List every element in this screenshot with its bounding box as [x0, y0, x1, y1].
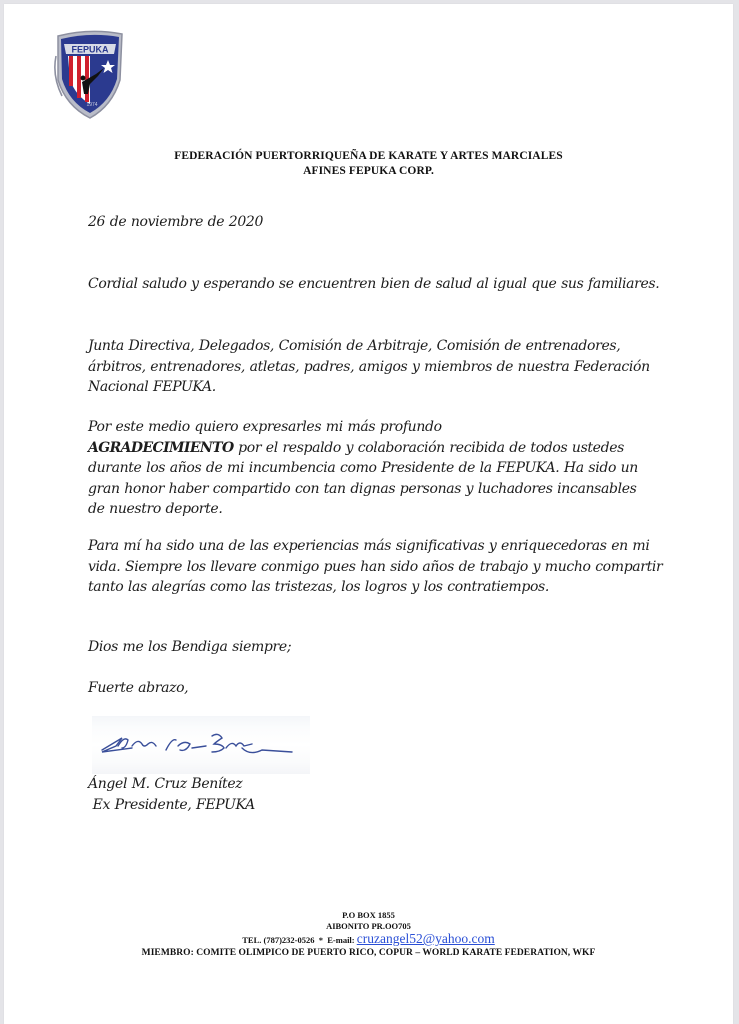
letterhead-title: [4, 149, 733, 179]
gratitude-emphasis: AGRADECIMIENTO: [88, 439, 234, 456]
greeting-paragraph: Cordial saludo y esperando se encuentren bien de salud al igual que sus familiares.: [88, 276, 660, 292]
signer-name: Ángel M. Cruz Benítez: [88, 776, 243, 792]
footer-city: AIBONITO PR.OO705: [326, 921, 411, 931]
blessing-line: Dios me los Bendiga siempre;: [88, 639, 292, 655]
footer-contact: [4, 932, 733, 947]
footer-membership: MIEMBRO: COMITE OLIMPICO DE PUERTO RICO, COPUR – WORLD KARATE FEDERATION, WKF: [141, 948, 596, 958]
organization-name-line1: FEDERACIÓN PUERTORRIQUEÑA DE KARATE Y ARTES MARCIALES: [174, 150, 563, 162]
experience-paragraph: Para mí ha sido una de las experiencias más significativas y enriquecedoras en mi vida. Siempre los llevare conmigo pues han sido años de trabajo y mucho compartir tanto las alegrías como las tristezas, los logros y los contratiempos.: [88, 538, 663, 595]
addressees-paragraph: Junta Directiva, Delegados, Comisión de Arbitraje, Comisión de entrenadores, árbitros, entrenadores, atletas, padres, amigos y miembros de nuestra Federación Nacional FEPUKA.: [88, 338, 650, 395]
gratitude-paragraph: [88, 417, 653, 520]
logo-text: FEPUKA: [71, 44, 109, 55]
handwritten-signature: [92, 716, 310, 774]
fepuka-shield-logo: [52, 26, 128, 120]
letter-date: 26 de noviembre de 2020: [88, 214, 264, 230]
email-link[interactable]: cruzangel52@yahoo.com: [356, 931, 495, 946]
closing-line: Fuerte abrazo,: [88, 680, 189, 696]
gratitude-intro: Por este medio quiero expresarles mi más profundo: [88, 419, 442, 435]
organization-name-line2: AFINES FEPUKA CORP.: [303, 165, 434, 177]
footer-tel-label: TEL. (787)232-0526 * E-mail:: [242, 935, 357, 945]
letter-footer: [4, 910, 733, 960]
letter-page: [4, 4, 733, 1024]
logo-year: 1974: [86, 102, 98, 108]
signer-title: Ex Presidente, FEPUKA: [88, 797, 255, 813]
gratitude-rest: por el respaldo y colaboración recibida de todos ustedes durante los años de mi incumbencia como Presidente de la FEPUKA. Ha sido un gran honor haber compartido con tan dignas personas y luchadores incansables de nuestro deporte.: [88, 439, 638, 517]
footer-po-box: P.O BOX 1855: [342, 910, 395, 920]
